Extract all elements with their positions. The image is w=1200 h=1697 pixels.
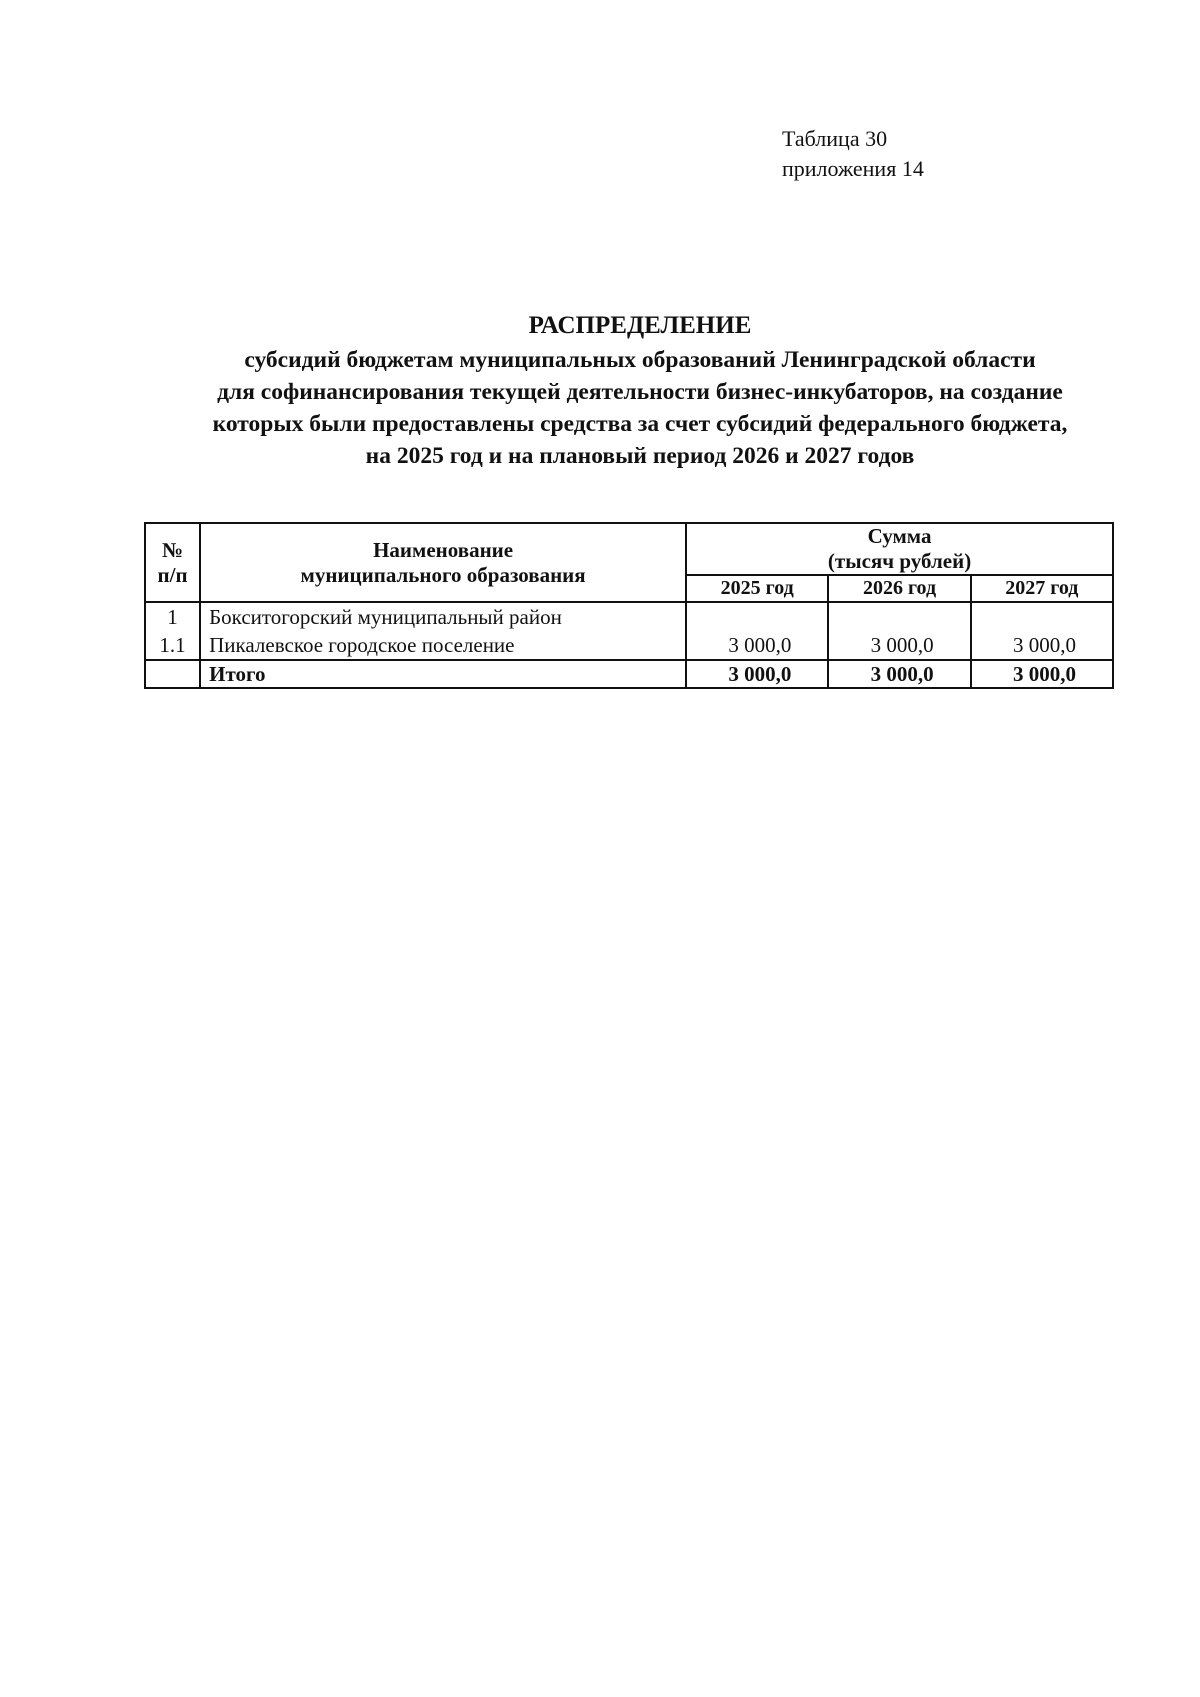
header-number <box>145 523 200 602</box>
table-reference <box>782 124 924 184</box>
row-name: Бокситогорский муниципальный район <box>200 602 686 631</box>
header-sum-line1: Сумма <box>867 524 932 548</box>
document-title: РАСПРЕДЕЛЕНИЕ <box>528 312 752 339</box>
row-value-2026 <box>828 602 970 631</box>
header-name-line1: Наименование <box>373 537 514 562</box>
row-number: 1 <box>145 602 200 631</box>
total-label: Итого <box>200 660 686 688</box>
table-header-row <box>145 523 1113 575</box>
heading-line: субсидий бюджетам муниципальных образований Ленинградской области <box>244 347 1036 373</box>
heading-line: на 2025 год и на плановый период 2026 и 2027 годов <box>365 443 915 469</box>
heading-line: которых были предоставлены средства за счет субсидий федерального бюджета, <box>212 411 1068 437</box>
header-year-2026: 2026 год <box>828 575 970 602</box>
heading-line: для софинансирования текущей деятельности бизнес-инкубаторов, на создание <box>217 379 1063 405</box>
header-name <box>200 523 686 602</box>
appendix-label: приложения 14 <box>782 156 924 181</box>
row-number: 1.1 <box>145 631 200 660</box>
header-year-2027: 2027 год <box>971 575 1113 602</box>
header-name-line2: муниципального образования <box>300 562 586 587</box>
total-number <box>145 660 200 688</box>
row-value-2027 <box>971 602 1113 631</box>
distribution-table <box>144 522 1114 689</box>
total-value-2027: 3 000,0 <box>971 660 1113 688</box>
total-value-2025: 3 000,0 <box>686 660 828 688</box>
row-value-2025: 3 000,0 <box>686 631 828 660</box>
table-total-row <box>145 660 1113 688</box>
table-row <box>145 602 1113 631</box>
header-sum-units: (тысяч рублей) <box>827 549 972 573</box>
row-value-2027: 3 000,0 <box>971 631 1113 660</box>
header-number-abbr: п/п <box>157 562 188 587</box>
total-value-2026: 3 000,0 <box>828 660 970 688</box>
document-heading <box>100 308 1180 472</box>
header-year-2025: 2025 год <box>686 575 828 602</box>
row-value-2025 <box>686 602 828 631</box>
table-row <box>145 631 1113 660</box>
header-number-symbol: № <box>162 537 184 562</box>
header-sum <box>686 523 1113 575</box>
row-name: Пикалевское городское поселение <box>200 631 686 660</box>
row-value-2026: 3 000,0 <box>828 631 970 660</box>
table-number-label: Таблица 30 <box>782 126 888 151</box>
